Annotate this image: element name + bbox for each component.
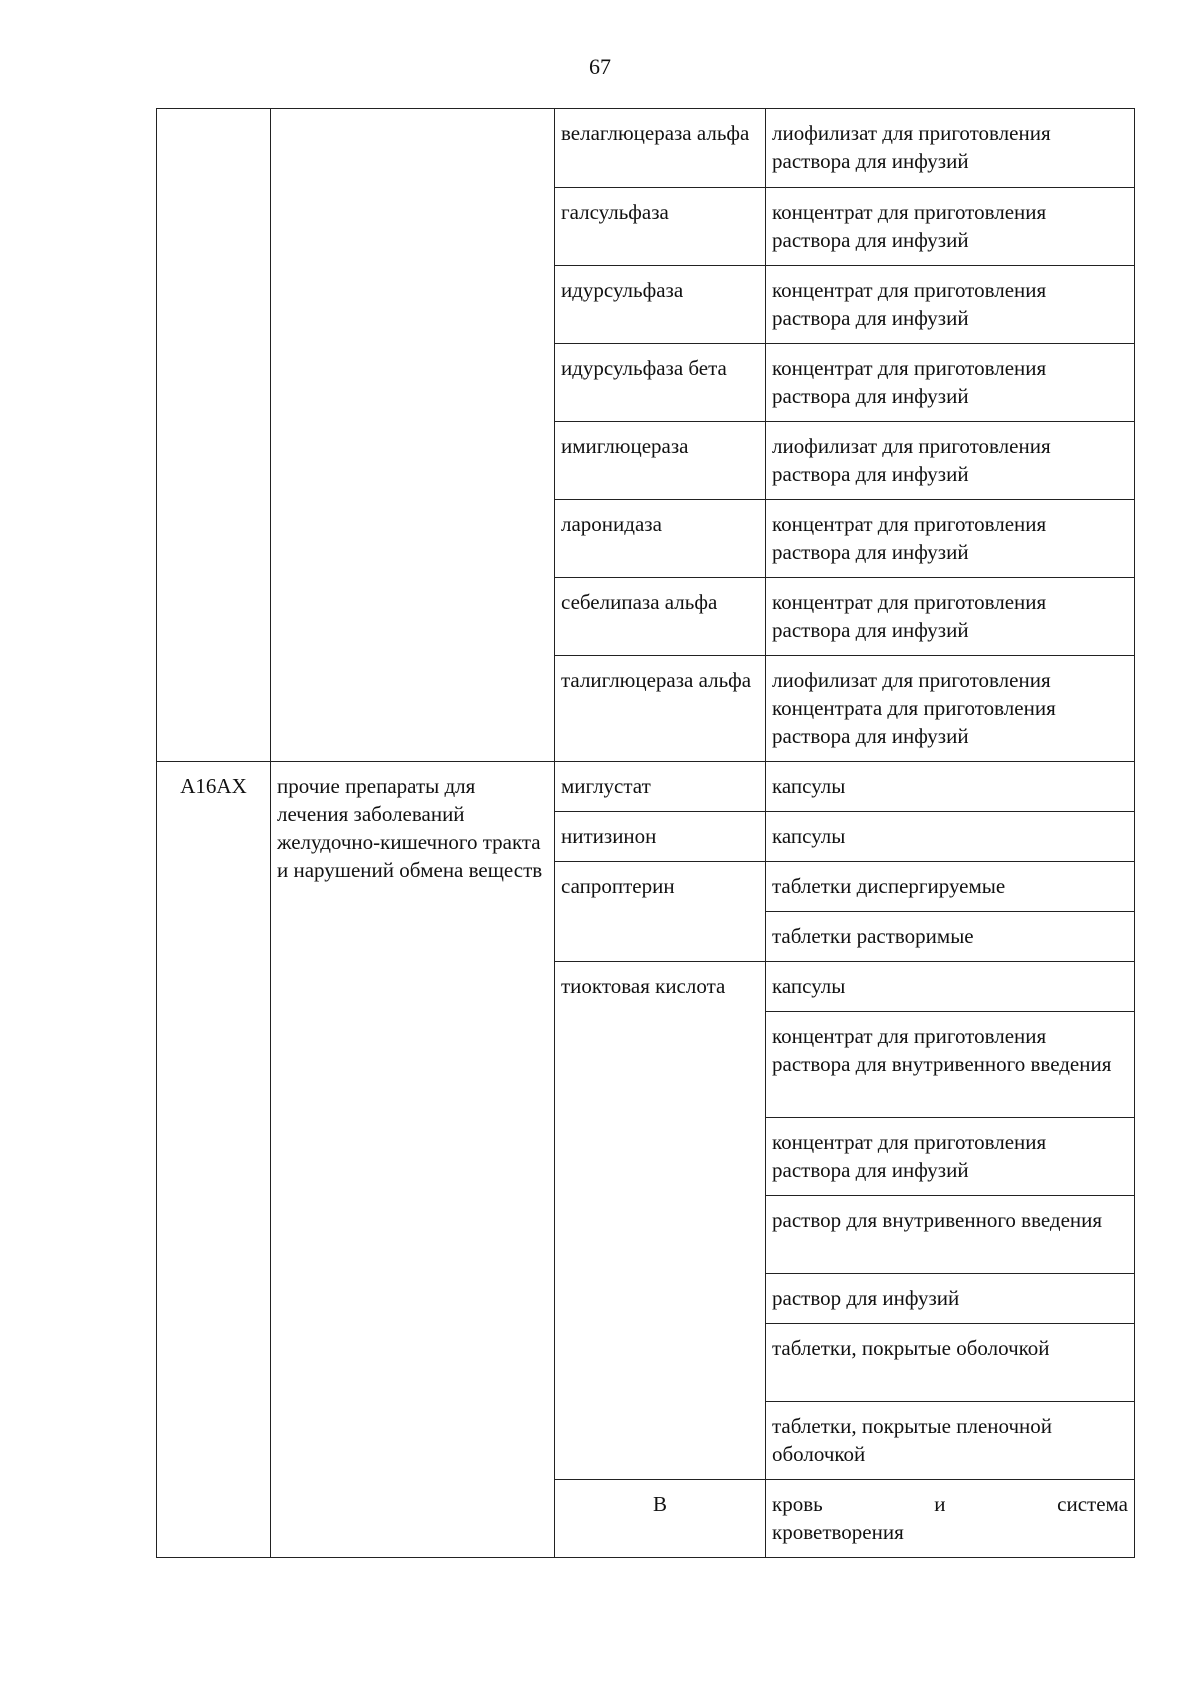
drug-name-cell [555,578,766,656]
drug-name: себелипаза альфа [561,590,718,614]
drug-name: сапроптерин [561,874,675,898]
group-description-line [772,1490,1128,1518]
drug-form: лиофилизат для приготовления раствора для инфузий [772,121,1051,173]
group-description-line: кроветворения [772,1520,904,1544]
group-cell-empty [271,109,555,762]
drug-name-cell [555,344,766,422]
drug-name-cell [555,266,766,344]
drug-form-cell [766,656,1135,762]
drug-form: концентрат для приготовления раствора для инфузий [772,590,1047,642]
drug-form: концентрат для приготовления раствора для инфузий [772,512,1047,564]
drug-name: имиглюцераза [561,434,689,458]
drug-table [156,108,1135,1558]
drug-name: идурсульфаза [561,278,684,302]
drug-form-cell [766,422,1135,500]
drug-form: таблетки диспергируемые [772,874,1006,898]
group-description-word: и [934,1492,946,1516]
drug-form-cell [766,1118,1135,1196]
drug-form: таблетки, покрытые пленочной оболочкой [772,1414,1053,1466]
group-description-word: кровь [772,1492,823,1516]
drug-form: капсулы [772,974,846,998]
drug-form-cell [766,912,1135,962]
table-row [157,109,1135,188]
drug-name-cell [555,500,766,578]
drug-name: миглустат [561,774,651,798]
drug-form-cell [766,1402,1135,1480]
drug-form: концентрат для приготовления раствора для внутривенного введения [772,1024,1112,1076]
drug-form-cell [766,1324,1135,1402]
drug-form: раствор для инфузий [772,1286,960,1310]
drug-form: концентрат для приготовления раствора для инфузий [772,356,1047,408]
drug-form-cell [766,762,1135,812]
drug-name-cell [555,109,766,188]
drug-name-cell [555,762,766,812]
drug-form-cell [766,1012,1135,1118]
drug-name: ларонидаза [561,512,662,536]
drug-name: галсульфаза [561,200,669,224]
atc-code-cell [555,1480,766,1558]
drug-name: нитизинон [561,824,657,848]
drug-form-cell [766,344,1135,422]
drug-form: концентрат для приготовления раствора для инфузий [772,200,1047,252]
drug-name-cell [555,812,766,862]
drug-form: раствор для внутривенного введения [772,1208,1103,1232]
page-number: 67 [589,54,611,79]
atc-code: A16AX [180,774,247,798]
group-description-cell [271,762,555,1558]
drug-form: концентрат для приготовления раствора для инфузий [772,1130,1047,1182]
drug-form-cell [766,578,1135,656]
drug-name-cell [555,862,766,962]
drug-form: таблетки растворимые [772,924,974,948]
drug-form-cell [766,109,1135,188]
drug-form: концентрат для приготовления раствора для инфузий [772,278,1047,330]
drug-form: лиофилизат для приготовления раствора для инфузий [772,434,1051,486]
drug-form-cell [766,266,1135,344]
drug-form: таблетки, покрытые оболочкой [772,1336,1050,1360]
atc-code: B [652,1492,667,1516]
drug-name: велаглюцераза альфа [561,121,750,145]
drug-form-cell [766,188,1135,266]
drug-name: идурсульфаза бета [561,356,727,380]
drug-name-cell [555,188,766,266]
drug-form-cell [766,812,1135,862]
drug-form: капсулы [772,774,846,798]
drug-name-cell [555,422,766,500]
drug-form: лиофилизат для приготовления концентрата для приготовления раствора для инфузий [772,668,1056,748]
drug-form-cell [766,862,1135,912]
drug-form-cell [766,500,1135,578]
drug-form-cell [766,1196,1135,1274]
group-description-cell [766,1480,1135,1558]
table-row [157,762,1135,812]
code-cell-empty [157,109,271,762]
drug-name: талиглюцераза альфа [561,668,752,692]
drug-form: капсулы [772,824,846,848]
group-description-word: система [1057,1492,1128,1516]
drug-name-cell [555,656,766,762]
drug-name: тиоктовая кислота [561,974,726,998]
atc-code-cell [157,762,271,1558]
drug-form-cell [766,1274,1135,1324]
group-description: прочие препараты для лечения заболеваний желудочно-кишечного тракта и нарушений обмена веществ [277,774,543,882]
drug-form-cell [766,962,1135,1012]
drug-name-cell [555,962,766,1480]
